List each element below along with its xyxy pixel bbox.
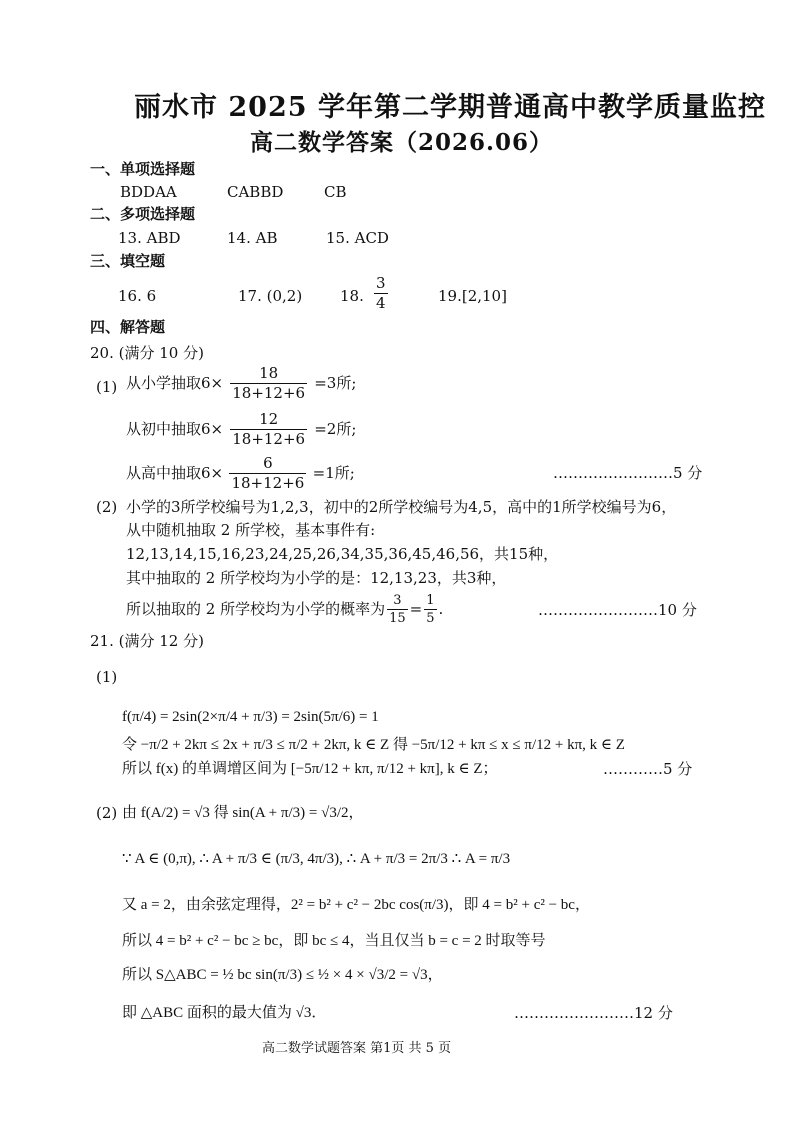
q20-line1-den: 18+12+6 [232,384,306,402]
q20-p2-frac1-num: 3 [393,593,402,608]
answer-18-denominator: 4 [376,294,386,312]
q20-line3 [126,456,355,491]
q21-p1-line2: 令 −π/2 + 2kπ ≤ 2x + π/3 ≤ π/2 + 2kπ, k ∈ Z 得 −5π/12 + kπ ≤ x ≤ π/12 + kπ, k ∈ Z [122,737,625,753]
answer-19: 19.[2,10] [438,287,507,305]
q20-part1-label: (1) [96,378,118,396]
section-heading-single-choice: 一、单项选择题 [90,160,196,178]
q20-line2-result: =2所; [314,420,357,438]
answer-15: 15. ACD [326,229,389,247]
q20-p2-line4: 其中抽取的 2 所学校均为小学的是：12,13,23，共3种， [126,569,507,587]
q21-p2-line1: 由 f(A/2) = √3 得 sin(A + π/3) = √3/2， [122,805,364,821]
q20-line3-den: 18+12+6 [231,474,305,492]
q21-p2-line2: ∵ A ∈ (0,π), ∴ A + π/3 ∈ (π/3, 4π/3), ∴ A + π/3 = 2π/3 ∴ A = π/3 [122,851,511,867]
q20-p2-end: . [438,600,444,618]
q20-p2-frac2-den: 5 [426,611,435,626]
page-subtitle: 高二数学答案（2026.06） [250,129,554,156]
q21-part2-label: (2) [96,804,118,822]
q21-p2-line3: 又 a = 2，由余弦定理得，2² = b² + c² − 2bc cos(π/3)，即 4 = b² + c² − bc， [122,897,590,913]
q20-line1-prefix: 从小学抽取6× [126,374,224,392]
q20-p2-eq: = [409,600,423,618]
q21-p1-line3: 所以 f(x) 的单调增区间为 [−5π/12 + kπ, π/12 + kπ], k ∈ Z； [122,761,498,777]
q20-line3-result: =1所; [312,464,355,482]
answer-group-1: BDDAA [120,183,177,201]
q20-p2-line5 [126,594,443,625]
q20-line2-num: 12 [259,410,279,428]
answer-18-numerator: 3 [376,274,386,292]
answer-18-label: 18. [340,287,364,305]
page-footer: 高二数学试题答案 第1页 共 5 页 [262,1041,452,1056]
q20-line2-prefix: 从初中抽取6× [126,420,224,438]
q20-line2 [126,412,356,447]
answer-17: 17. (0,2) [238,287,303,305]
q21-p2-line5: 所以 S△ABC = ½ bc sin(π/3) ≤ ½ × 4 × √3/2 = √3， [122,967,443,983]
q20-line1-result: =3所; [314,374,357,392]
answer-group-3: CB [324,183,347,201]
q20-header: 20. (满分 10 分) [90,344,204,362]
answer-18-fraction [372,276,390,311]
q20-p2-line2: 从中随机抽取 2 所学校，基本事件有: [126,521,376,539]
answer-16: 16. 6 [118,287,157,305]
q20-p2-frac1-den: 15 [389,611,406,626]
q20-p2-line1: 小学的3所学校编号为1,2,3，初中的2所学校编号为4,5，高中的1所学校编号为6， [126,498,677,516]
answer-14: 14. AB [227,229,278,247]
q21-p1-line1: f(π/4) = 2sin(2×π/4 + π/3) = 2sin(5π/6) = 1 [122,709,379,725]
q21-score2: ……………………12 分 [514,1004,673,1022]
answer-13: 13. ABD [118,229,181,247]
q20-line2-den: 18+12+6 [232,430,306,448]
q20-line1-num: 18 [259,364,279,382]
q20-p2-frac2-num: 1 [426,593,435,608]
q20-line3-prefix: 从高中抽取6× [126,464,224,482]
section-heading-solutions: 四、解答题 [90,318,166,336]
q20-score2: ……………………10 分 [538,601,697,619]
section-heading-fill-blank: 三、填空题 [90,252,166,270]
q21-score1: …………5 分 [603,760,693,778]
q21-header: 21. (满分 12 分) [90,632,204,650]
q20-score1: ……………………5 分 [553,464,703,482]
page-title: 丽水市 2025 学年第二学期普通高中教学质量监控 [134,92,766,123]
q20-part2-label: (2) [96,498,118,516]
q21-p2-line6: 即 △ABC 面积的最大值为 √3． [122,1005,327,1021]
answer-group-2: CABBD [227,183,284,201]
q20-p2-line3: 12,13,14,15,16,23,24,25,26,34,35,36,45,46,56，共15种， [126,545,559,563]
q21-p2-line4: 所以 4 = b² + c² − bc ≥ bc，即 bc ≤ 4，当且仅当 b = c = 2 时取等号 [122,933,546,949]
q21-part1-label: (1) [96,668,118,686]
q20-line3-num: 6 [263,454,273,472]
q20-line1 [126,366,356,401]
section-heading-multi-choice: 二、多项选择题 [90,205,196,223]
q20-p2-line5-prefix: 所以抽取的 2 所学校均为小学的概率为 [126,600,386,618]
